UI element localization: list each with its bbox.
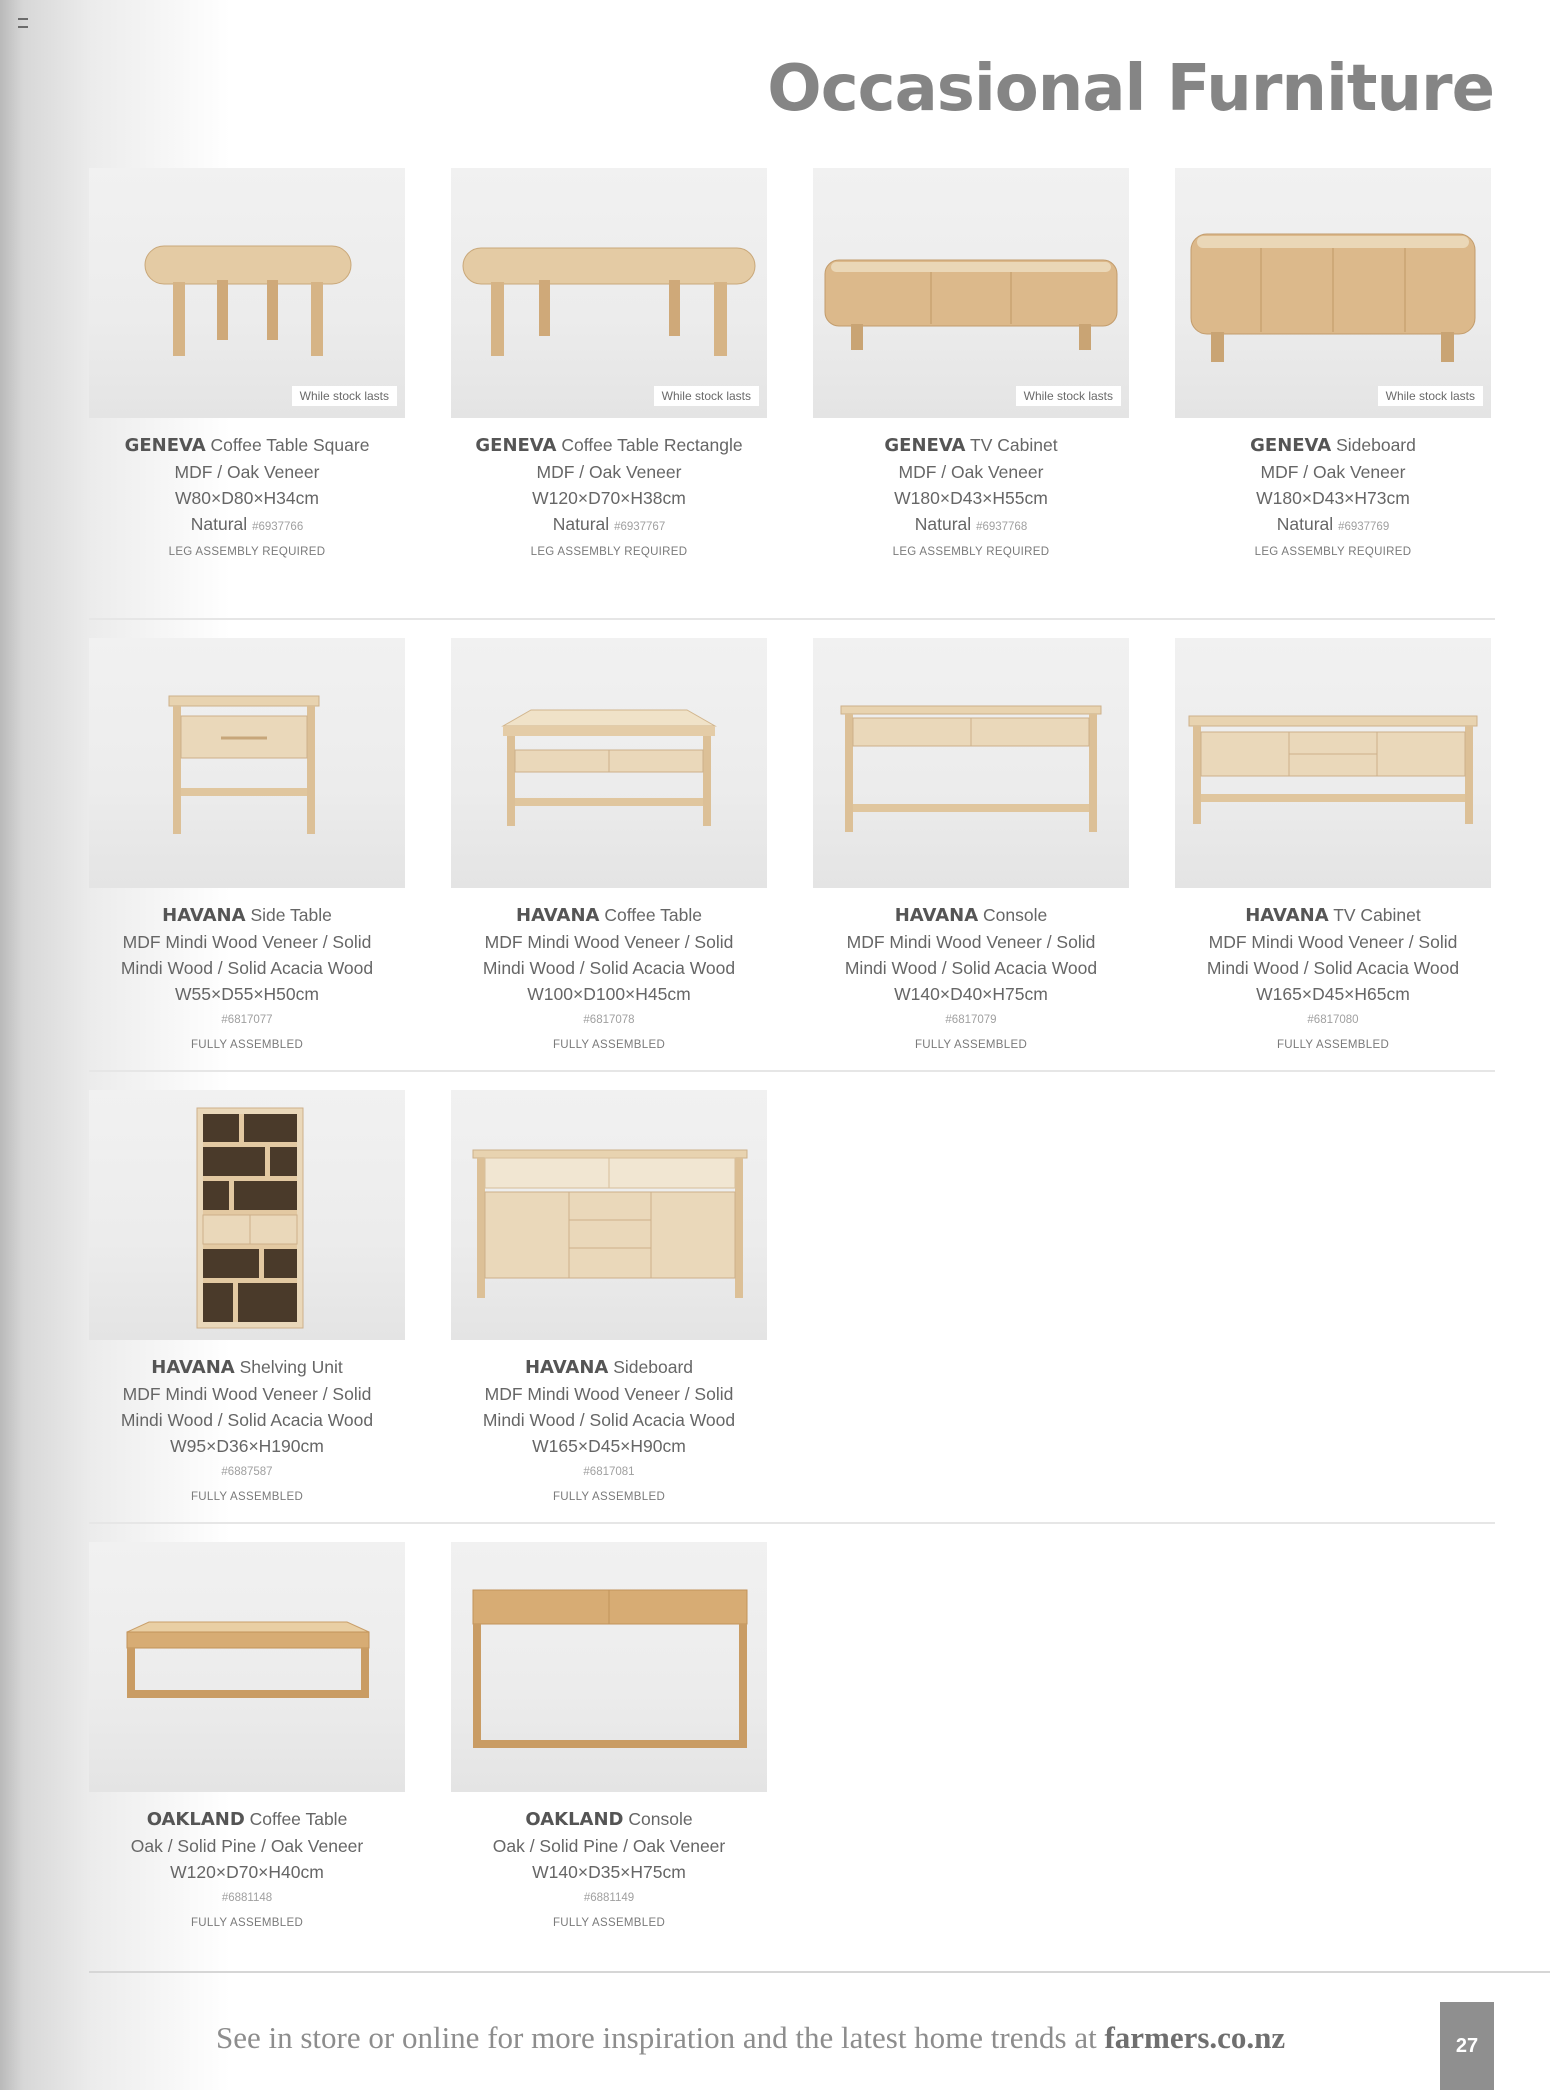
product-colour: Natural	[1276, 514, 1334, 534]
product-name: GENEVA	[124, 435, 206, 456]
footer-website-link[interactable]: farmers.co.nz	[1104, 2020, 1286, 2055]
product-type: Coffee Table	[249, 1809, 348, 1829]
page-title: Occasional Furniture	[767, 52, 1494, 126]
product-colour: Natural	[190, 514, 248, 534]
product-type: Coffee Table Square	[210, 435, 370, 455]
product-name: HAVANA	[524, 1357, 609, 1378]
product-code: #6817078	[583, 1014, 635, 1026]
product-code: #6887587	[221, 1466, 273, 1478]
stock-tag: While stock lasts	[1016, 386, 1121, 406]
console-frame-icon	[451, 1542, 767, 1792]
product-card[interactable]	[451, 1542, 767, 1935]
product-dimensions: W100×D100×H45cm	[527, 984, 691, 1004]
menu-icon[interactable]	[18, 18, 28, 28]
product-code: #6881149	[583, 1892, 635, 1904]
product-code: #6937766	[252, 521, 304, 533]
product-dimensions: W95×D36×H190cm	[170, 1436, 324, 1456]
product-colour: Natural	[552, 514, 610, 534]
product-material: MDF / Oak Veneer	[536, 462, 682, 482]
product-dimensions: W140×D40×H75cm	[894, 984, 1048, 1004]
page-number: 27	[1440, 2002, 1494, 2090]
coffee-table-box-icon	[89, 1542, 405, 1792]
product-row	[89, 618, 1495, 1070]
product-type: Shelving Unit	[239, 1357, 343, 1377]
stock-tag: While stock lasts	[292, 386, 397, 406]
product-dimensions: W55×D55×H50cm	[175, 984, 319, 1004]
product-material: Mindi Wood / Solid Acacia Wood	[120, 958, 374, 978]
product-code: #6937769	[1338, 521, 1390, 533]
product-card[interactable]	[1175, 168, 1491, 564]
assembly-note: LEG ASSEMBLY REQUIRED	[892, 546, 1050, 558]
product-card[interactable]	[1175, 638, 1491, 1057]
product-name: OAKLAND	[525, 1809, 624, 1830]
assembly-note: FULLY ASSEMBLED	[914, 1039, 1028, 1051]
product-card[interactable]	[89, 638, 405, 1057]
product-dimensions: W140×D35×H75cm	[532, 1862, 686, 1882]
coffee-table-oval-icon	[89, 168, 405, 418]
product-dimensions: W180×D43×H55cm	[894, 488, 1048, 508]
product-material: Oak / Solid Pine / Oak Veneer	[492, 1836, 726, 1856]
product-material: MDF Mindi Wood Veneer / Solid	[122, 932, 372, 952]
sideboard-icon	[1175, 168, 1491, 418]
product-dimensions: W80×D80×H34cm	[175, 488, 319, 508]
product-type: Sideboard	[613, 1357, 694, 1377]
assembly-note: FULLY ASSEMBLED	[190, 1491, 304, 1503]
coffee-table-long-icon	[451, 168, 767, 418]
sideboard-drawers-icon	[451, 1090, 767, 1340]
product-material: MDF Mindi Wood Veneer / Solid	[484, 932, 734, 952]
product-material: MDF / Oak Veneer	[898, 462, 1044, 482]
product-dimensions: W120×D70×H38cm	[532, 488, 686, 508]
product-colour: Natural	[914, 514, 972, 534]
product-type: TV Cabinet	[1333, 905, 1421, 925]
product-type: Side Table	[250, 905, 332, 925]
product-name: GENEVA	[1250, 435, 1332, 456]
shelving-unit-icon	[89, 1090, 405, 1340]
product-dimensions: W165×D45×H65cm	[1256, 984, 1410, 1004]
product-material: MDF Mindi Wood Veneer / Solid	[122, 1384, 372, 1404]
product-row	[89, 1070, 1495, 1522]
product-name: HAVANA	[516, 905, 600, 926]
product-card[interactable]	[451, 168, 767, 564]
product-material: MDF Mindi Wood Veneer / Solid	[484, 1384, 734, 1404]
stock-tag: While stock lasts	[1378, 386, 1483, 406]
product-grid	[89, 168, 1495, 1974]
tv-cabinet-icon	[813, 168, 1129, 418]
console-icon	[813, 638, 1129, 888]
assembly-note: FULLY ASSEMBLED	[1276, 1039, 1390, 1051]
assembly-note: LEG ASSEMBLY REQUIRED	[530, 546, 688, 558]
product-material: MDF / Oak Veneer	[1260, 462, 1406, 482]
product-type: Console	[628, 1809, 693, 1829]
product-name: HAVANA	[151, 1357, 235, 1378]
footer-text	[216, 2020, 1285, 2056]
product-type: Coffee Table	[604, 905, 702, 925]
product-type: Sideboard	[1336, 435, 1416, 455]
product-name: GENEVA	[884, 435, 966, 456]
product-material: MDF / Oak Veneer	[174, 462, 320, 482]
assembly-note: FULLY ASSEMBLED	[190, 1917, 304, 1929]
product-code: #6937767	[614, 521, 666, 533]
product-material: Oak / Solid Pine / Oak Veneer	[130, 1836, 364, 1856]
product-dimensions: W120×D70×H40cm	[170, 1862, 324, 1882]
product-name: OAKLAND	[146, 1809, 245, 1830]
assembly-note: FULLY ASSEMBLED	[552, 1039, 666, 1051]
product-card[interactable]	[89, 1090, 405, 1509]
product-card[interactable]	[813, 638, 1129, 1057]
product-code: #6937768	[976, 521, 1028, 533]
assembly-note: LEG ASSEMBLY REQUIRED	[168, 546, 326, 558]
product-name: HAVANA	[894, 905, 979, 926]
side-table-icon	[89, 638, 405, 888]
product-code: #6817080	[1307, 1014, 1359, 1026]
footer-lead: See in store or online for more inspiration and the latest home trends at	[216, 2020, 1105, 2055]
product-row	[89, 168, 1495, 618]
product-code: #6817077	[221, 1014, 273, 1026]
product-material: Mindi Wood / Solid Acacia Wood	[844, 958, 1098, 978]
assembly-note: LEG ASSEMBLY REQUIRED	[1254, 546, 1412, 558]
product-material: Mindi Wood / Solid Acacia Wood	[482, 1410, 736, 1430]
product-card[interactable]	[89, 168, 405, 564]
product-code: #6881148	[221, 1892, 273, 1904]
product-material: Mindi Wood / Solid Acacia Wood	[482, 958, 736, 978]
product-type: Console	[983, 905, 1048, 925]
product-material: MDF Mindi Wood Veneer / Solid	[846, 932, 1096, 952]
product-name: GENEVA	[475, 435, 557, 456]
product-material: MDF Mindi Wood Veneer / Solid	[1208, 932, 1458, 952]
tv-cabinet-drawers-icon	[1175, 638, 1491, 888]
product-type: Coffee Table Rectangle	[561, 435, 743, 455]
product-dimensions: W165×D45×H90cm	[532, 1436, 686, 1456]
footer-divider	[89, 1971, 1550, 1973]
product-name: HAVANA	[1245, 905, 1329, 926]
product-material: Mindi Wood / Solid Acacia Wood	[120, 1410, 374, 1430]
assembly-note: FULLY ASSEMBLED	[552, 1917, 666, 1929]
product-type: TV Cabinet	[970, 435, 1058, 455]
product-code: #6817079	[945, 1014, 997, 1026]
product-dimensions: W180×D43×H73cm	[1256, 488, 1410, 508]
product-code: #6817081	[583, 1466, 635, 1478]
stock-tag: While stock lasts	[654, 386, 759, 406]
coffee-table-drawer-icon	[451, 638, 767, 888]
product-material: Mindi Wood / Solid Acacia Wood	[1206, 958, 1460, 978]
assembly-note: FULLY ASSEMBLED	[190, 1039, 304, 1051]
product-name: HAVANA	[162, 905, 246, 926]
product-card[interactable]	[813, 168, 1129, 564]
product-row	[89, 1522, 1495, 1974]
assembly-note: FULLY ASSEMBLED	[552, 1491, 666, 1503]
product-card[interactable]	[89, 1542, 405, 1935]
product-card[interactable]	[451, 638, 767, 1057]
product-card[interactable]	[451, 1090, 767, 1509]
